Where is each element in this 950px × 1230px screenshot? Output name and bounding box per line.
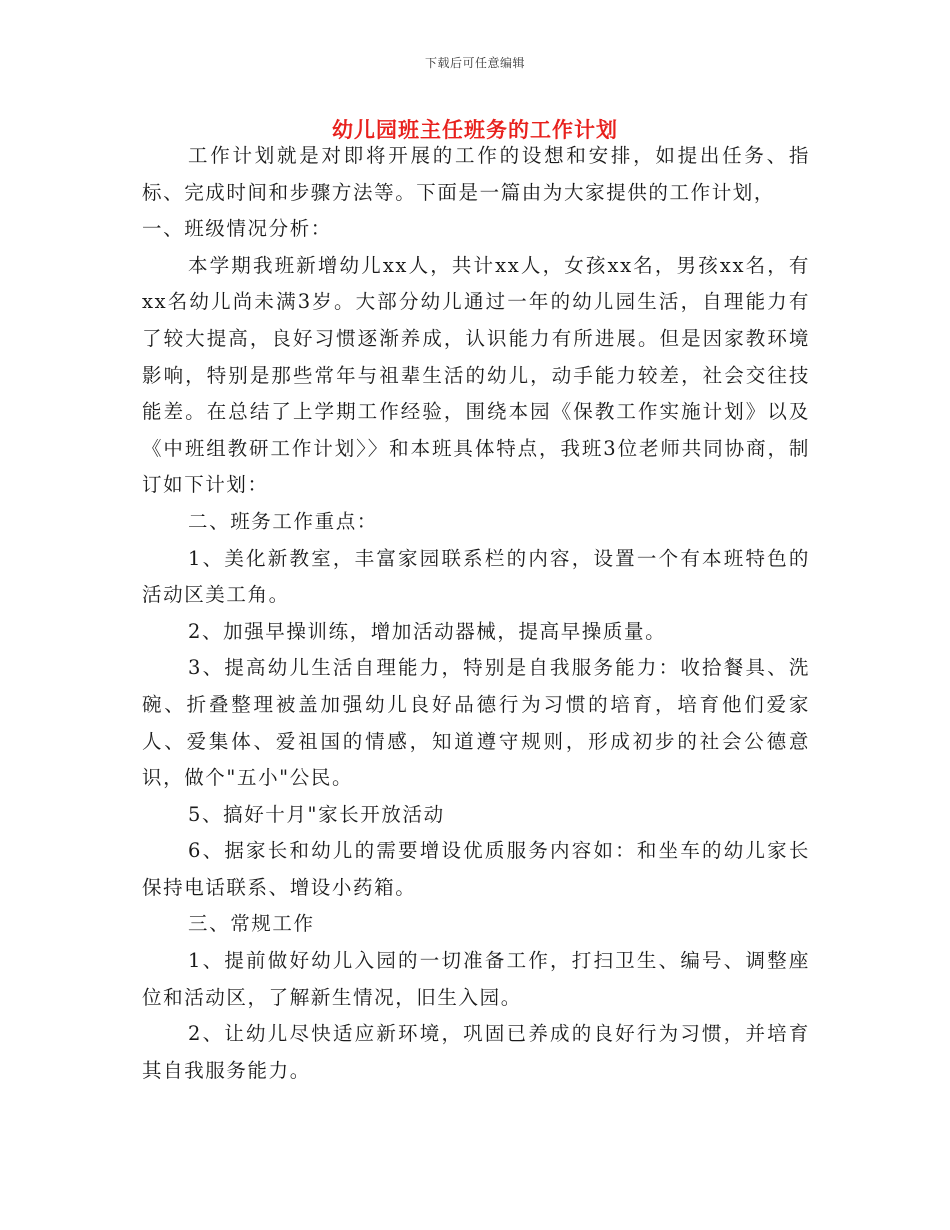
key-task-item: 5、搞好十月"家长开放活动 [188,802,445,826]
document-body [142,138,810,1089]
document-title: 幼儿园班主任班务的工作计划 [332,117,618,142]
intro-paragraph: 工作计划就是对即将开展的工作的设想和安排，如提出任务、指标、完成时间和步骤方法等。下面是一篇由为大家提供的工作计划， [142,144,810,204]
key-task-item: 6、据家长和幼儿的需要增设优质服务内容如：和坐车的幼儿家长保持电话联系、增设小药箱。 [142,839,810,899]
section-heading-routine-work: 三、常规工作 [188,912,315,936]
key-task-item: 1、美化新教室，丰富家园联系栏的内容，设置一个有本班特色的活动区美工角。 [142,546,810,607]
header-note: 下载后可任意编辑 [424,56,525,70]
key-task-item: 3、提高幼儿生活自理能力，特别是自我服务能力：收拾餐具、洗碗、折叠整理被盖加强幼儿良好品德行为习惯的培育，培育他们爱家人、爱集体、爱祖国的情感，知道遵守规则，形成初步的社会公德意识，做个"五小"公民。 [142,656,810,790]
key-task-item: 2、加强早操训练，增加活动器械，提高早操质量。 [188,619,667,643]
class-analysis-paragraph: 本学期我班新增幼儿xx人，共计xx人，女孩xx名，男孩xx名，有xx名幼儿尚未满3岁。大部分幼儿通过一年的幼儿园生活，自理能力有了较大提高，良好习惯逐渐养成，认识能力有所进展。但是因家教环境影响，特别是那些常年与祖辈生活的幼儿，动手能力较差，社会交往技能差。在总结了上学期工作经验，围绕本园《保教工作实施计划》以及《中班组教研工作计划〉〉和本班具体特点，我班3位老师共同协商，制订如下计划： [142,253,810,497]
section-heading-class-analysis: 一、班级情况分析： [142,217,332,241]
section-heading-key-tasks: 二、班务工作重点： [188,509,378,533]
routine-work-item: 2、让幼儿尽快适应新环境，巩固已养成的良好行为习惯，并培育其自我服务能力。 [142,1022,810,1082]
routine-work-item: 1、提前做好幼儿入园的一切准备工作，打扫卫生、编号、调整座位和活动区，了解新生情况，旧生入园。 [142,949,810,1009]
